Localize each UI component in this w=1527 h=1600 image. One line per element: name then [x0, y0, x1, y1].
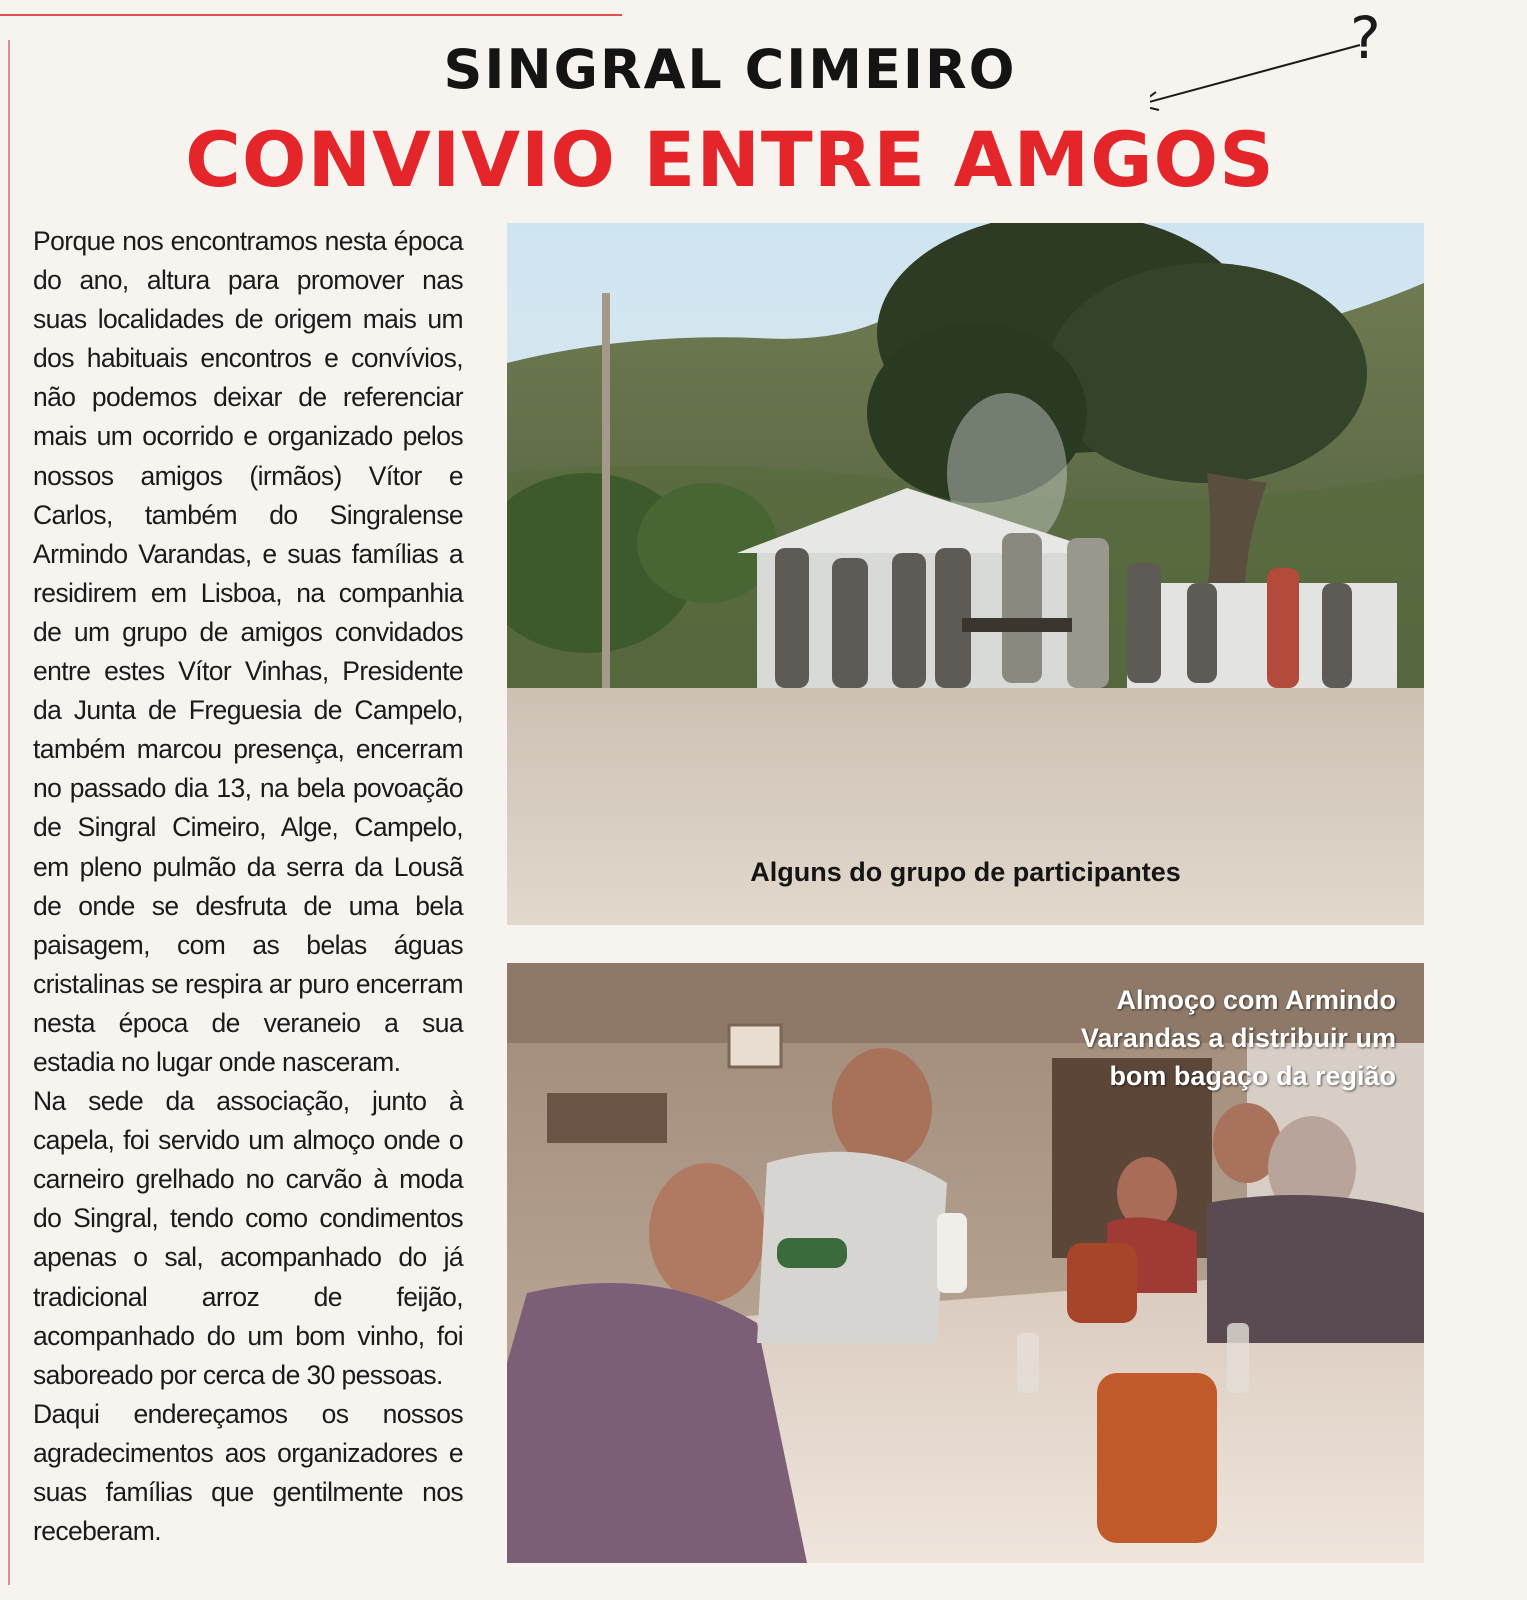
article-headline: CONVIVIO ENTRE AMGOS [185, 115, 1275, 204]
article-paragraph: Daqui endereçamos os nossos agradecimentos aos organizadores e suas famílias que gentilmente nos receberam. [33, 1398, 463, 1547]
article-paragraph: Na sede da associação, junto à capela, foi servido um almoço onde o carneiro grelhado no carvão à moda do Singral, tendo como condimentos apenas o sal, acompanhado do já tradicional arroz de feijão, acompanhado do um bom vinho, foi saboreado por cerca de 30 pessoas. [33, 1086, 463, 1390]
outdoor-photo-image [507, 223, 1424, 925]
article-body [33, 222, 463, 1551]
left-margin-rule [8, 40, 10, 1585]
photo-indoor-lunch [507, 963, 1424, 1563]
top-rule [0, 14, 622, 16]
photo-caption-participants: Alguns do grupo de participantes [750, 857, 1181, 887]
article-paragraph: Porque nos encontramos nesta época do ano, altura para promover nas suas localidades de origem mais um dos habituais encontros e convívios, não podemos deixar de referenciar mais um ocorrido e organizado pelos nossos amigos (irmãos) Vítor e Carlos, também do Singralense Armindo Varandas, e suas famílias a residirem em Lisboa, na companhia de um grupo de amigos convidados entre estes Vítor Vinhas, Presidente da Junta de Freguesia de Campelo, também marcou presença, encerram no passado dia 13, na bela povoação de Singral Cimeiro, Alge, Campelo, em pleno pulmão da serra da Lousã de onde se desfruta de uma bela paisagem, com as belas águas cristalinas se respira ar puro encerram nesta época de veraneio a sua estadia no lugar onde nasceram. [33, 226, 463, 1077]
photo-caption-lunch: Almoço com Armindo Varandas a distribuir um bom bagaço da região [1080, 985, 1396, 1091]
handwritten-question-mark: ? [1350, 4, 1381, 72]
article-kicker: SINGRAL CIMEIRO [443, 38, 1017, 101]
handwritten-annotation [1150, 0, 1410, 130]
photo-outdoor-gathering [507, 223, 1424, 925]
